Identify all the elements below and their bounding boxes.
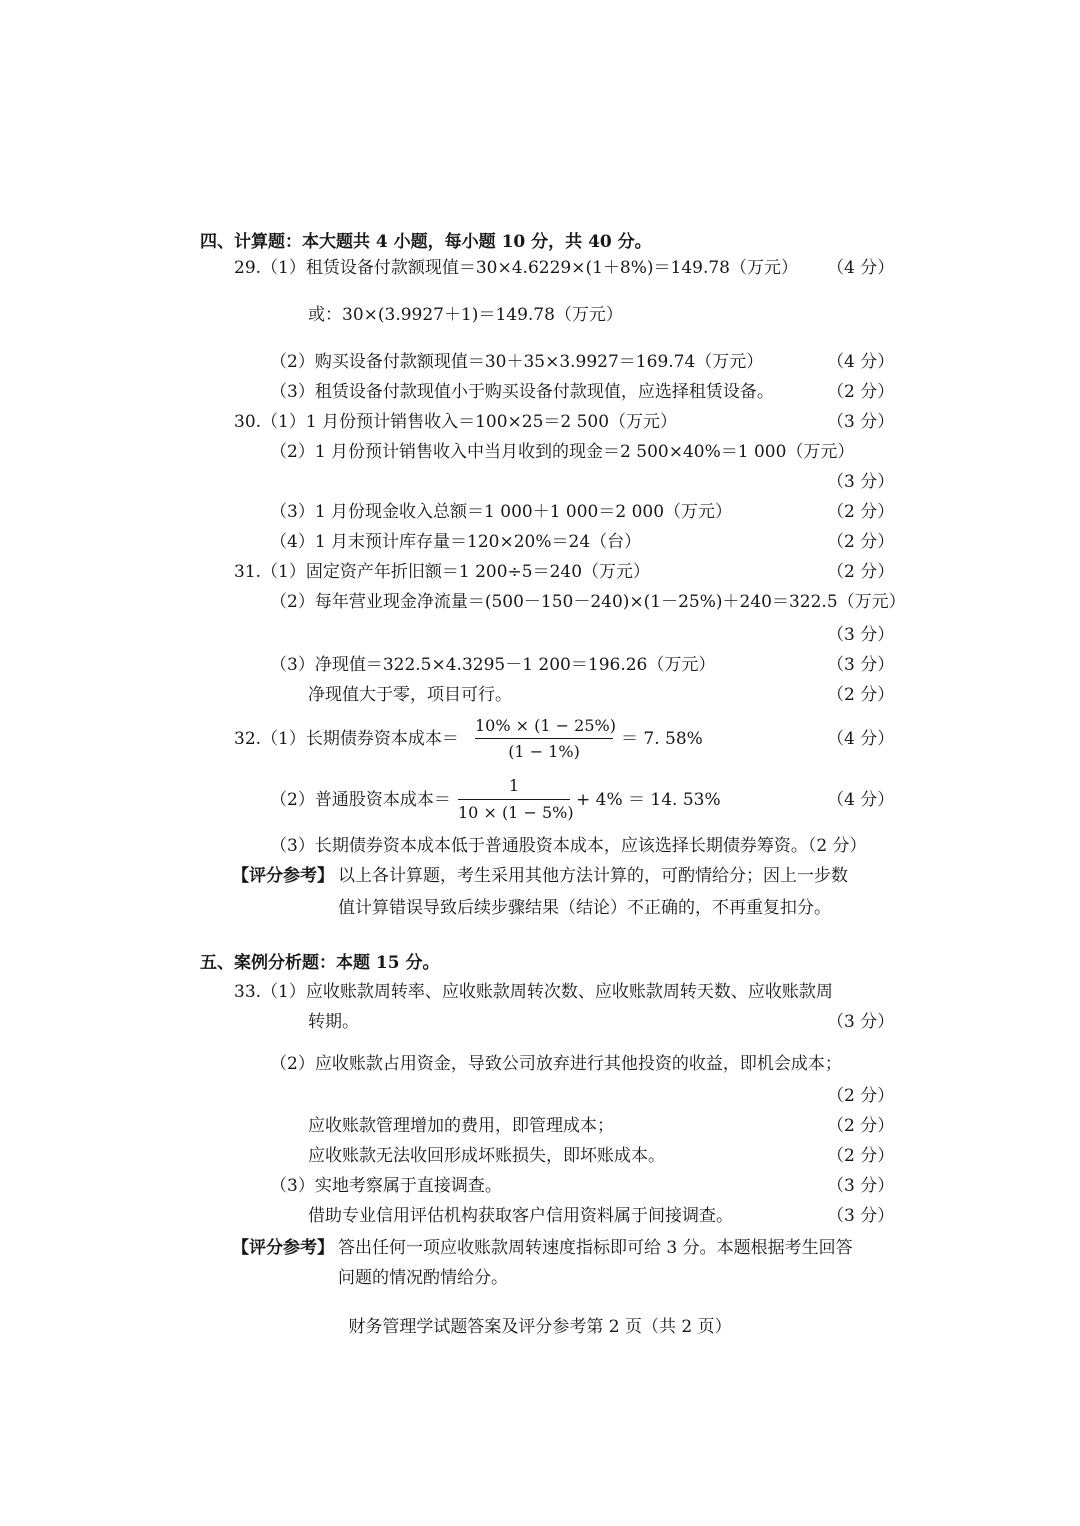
fraction-bar: [458, 799, 570, 800]
q29-part1: 29.（1）租赁设备付款额现值＝30×4.6229×(1＋8%)＝149.78（万元）: [234, 258, 798, 278]
q33-score3: （3 分）: [827, 1176, 895, 1196]
q31-part3-conclusion: 净现值大于零，项目可行。: [308, 685, 512, 705]
grading-note-line1: 答出任何一项应收账款周转速度指标即可给 3 分。本题根据考生回答: [338, 1238, 853, 1258]
grading-note-line2: 值计算错误导致后续步骤结果（结论）不正确的，不再重复扣分。: [338, 898, 831, 918]
grading-note-label: 【评分参考】: [232, 1238, 334, 1258]
q31-part1: 31.（1）固定资产年折旧额＝1 200÷5＝240（万元）: [234, 562, 651, 582]
q32-part2-result: + 4% ＝ 14. 53%: [576, 790, 721, 810]
q30-part2: （2）1 月份预计销售收入中当月收到的现金＝2 500×40%＝1 000（万元）: [270, 442, 855, 462]
q31-score1: （2 分）: [827, 562, 895, 582]
q32-part1-denominator: (1 − 1%): [508, 742, 580, 761]
q30-score4: （2 分）: [827, 532, 895, 552]
q32-part1-label: 32.（1）长期债券资本成本＝: [234, 729, 459, 749]
q30-part3: （3）1 月份现金收入总额＝1 000＋1 000＝2 000（万元）: [270, 502, 733, 522]
q31-part2: （2）每年营业现金净流量＝(500－150－240)×(1－25%)＋240＝322.5（万元）: [270, 592, 906, 612]
q29-score3: （2 分）: [827, 382, 895, 402]
q33-part3: （3）实地考察属于直接调查。: [270, 1176, 502, 1196]
q31-score3: （3 分）: [827, 655, 895, 675]
q33-score2: （2 分）: [827, 1086, 895, 1106]
q31-score3b: （2 分）: [827, 685, 895, 705]
section5-title: 五、案例分析题：本题 15 分。: [200, 953, 440, 973]
grading-note-line1: 以上各计算题，考生采用其他方法计算的，可酌情给分；因上一步数: [338, 866, 848, 886]
q31-score2: （3 分）: [827, 625, 895, 645]
q30-score2: （3 分）: [827, 472, 895, 492]
grading-note-line2: 问题的情况酌情给分。: [338, 1268, 508, 1288]
page-footer: 财务管理学试题答案及评分参考第 2 页（共 2 页）: [348, 1317, 732, 1337]
fraction-bar: [475, 738, 613, 739]
q33-part1-line1: 33.（1）应收账款周转率、应收账款周转次数、应收账款周转天数、应收账款周: [234, 982, 833, 1002]
q29-score1: （4 分）: [827, 258, 895, 278]
q30-score1: （3 分）: [827, 412, 895, 432]
q30-part1: 30.（1）1 月份预计销售收入＝100×25＝2 500（万元）: [234, 412, 678, 432]
q33-score1: （3 分）: [827, 1012, 895, 1032]
q29-part3: （3）租赁设备付款现值小于购买设备付款现值，应选择租赁设备。: [270, 382, 774, 402]
q30-score3: （2 分）: [827, 502, 895, 522]
q33-part2-management: 应收账款管理增加的费用，即管理成本；: [308, 1116, 614, 1136]
q33-part1-line2: 转期。: [308, 1012, 359, 1032]
q32-score1: （4 分）: [827, 729, 895, 749]
grading-note-label: 【评分参考】: [232, 866, 334, 886]
q33-part2-baddebt: 应收账款无法收回形成坏账损失，即坏账成本。: [308, 1146, 665, 1166]
q32-part1-numerator: 10% × (1 − 25%): [475, 716, 616, 735]
q32-score2: （4 分）: [827, 790, 895, 810]
q29-part2: （2）购买设备付款额现值＝30＋35×3.9927＝169.74（万元）: [270, 352, 764, 372]
q33-score2b: （2 分）: [827, 1116, 895, 1136]
q33-part3-indirect: 借助专业信用评估机构获取客户信用资料属于间接调查。: [308, 1206, 733, 1226]
q31-part3: （3）净现值＝322.5×4.3295－1 200＝196.26（万元）: [270, 655, 716, 675]
q30-part4: （4）1 月末预计库存量＝120×20%＝24（台）: [270, 532, 642, 552]
q33-part2: （2）应收账款占用资金，导致公司放弃进行其他投资的收益，即机会成本；: [270, 1054, 842, 1074]
q32-part2-label: （2）普通股资本成本＝: [270, 790, 451, 810]
q32-part3: （3）长期债券资本成本低于普通股资本成本，应该选择长期债券筹资。（2 分）: [270, 836, 867, 856]
section4-title: 四、计算题：本大题共 4 小题，每小题 10 分，共 40 分。: [200, 232, 652, 252]
q32-part2-denominator: 10 × (1 − 5%): [458, 803, 574, 822]
q32-part1-result: ＝ 7. 58%: [621, 729, 703, 749]
q29-score2: （4 分）: [827, 352, 895, 372]
q33-score3b: （3 分）: [827, 1206, 895, 1226]
q32-part2-numerator: 1: [508, 776, 520, 795]
q33-score2c: （2 分）: [827, 1146, 895, 1166]
q29-part1-alt: 或：30×(3.9927＋1)＝149.78（万元）: [308, 305, 623, 325]
